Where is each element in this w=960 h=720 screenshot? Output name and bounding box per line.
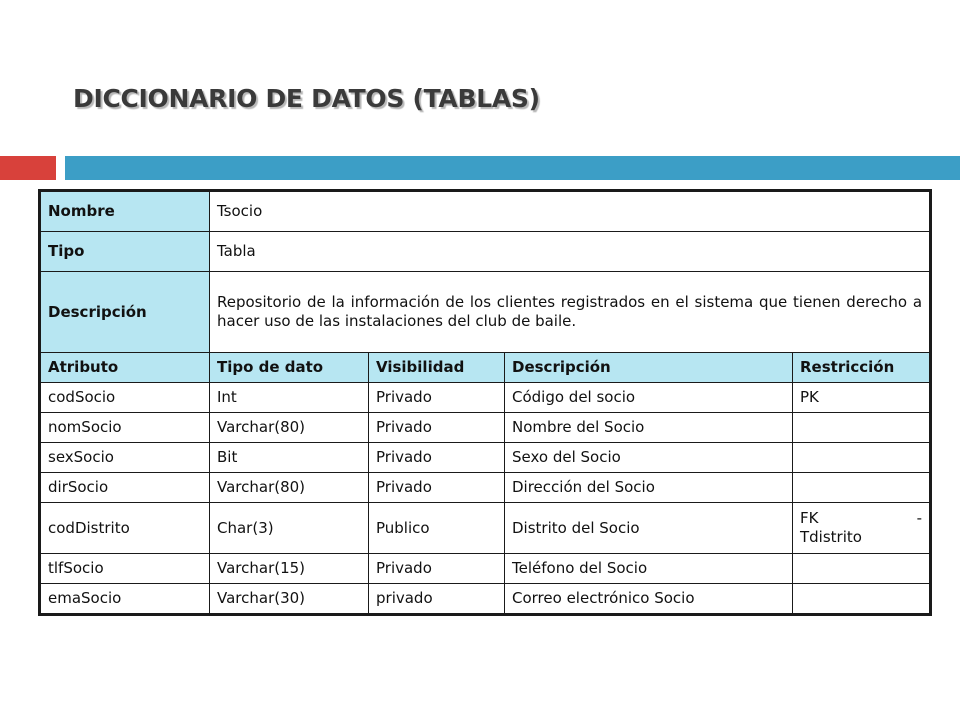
cell-tipo-dato: Varchar(30): [210, 584, 369, 615]
cell-atributo: tlfSocio: [40, 554, 210, 584]
table-name-row: [40, 191, 931, 232]
cell-tipo-dato: Varchar(80): [210, 413, 369, 443]
col-header-restriccion: Restricción: [793, 353, 931, 383]
tipo-value: Tabla: [210, 232, 931, 272]
cell-descripcion: Teléfono del Socio: [505, 554, 793, 584]
cell-visibilidad: Publico: [369, 503, 505, 554]
cell-atributo: nomSocio: [40, 413, 210, 443]
cell-descripcion: Sexo del Socio: [505, 443, 793, 473]
accent-bar-blue: [65, 156, 960, 180]
cell-descripcion: Distrito del Socio: [505, 503, 793, 554]
fk-dash: -: [916, 509, 923, 527]
cell-visibilidad: Privado: [369, 473, 505, 503]
table-row: [40, 473, 931, 503]
page-title: DICCIONARIO DE DATOS (TABLAS): [73, 84, 540, 113]
col-header-visibilidad: Visibilidad: [369, 353, 505, 383]
cell-visibilidad: Privado: [369, 443, 505, 473]
descripcion-label: Descripción: [40, 272, 210, 353]
cell-tipo-dato: Char(3): [210, 503, 369, 554]
cell-atributo: emaSocio: [40, 584, 210, 615]
cell-visibilidad: Privado: [369, 383, 505, 413]
cell-atributo: sexSocio: [40, 443, 210, 473]
tipo-label: Tipo: [40, 232, 210, 272]
cell-visibilidad: privado: [369, 584, 505, 615]
fk-line: [800, 509, 922, 528]
col-header-atributo: Atributo: [40, 353, 210, 383]
cell-restriccion: [793, 584, 931, 615]
cell-atributo: codDistrito: [40, 503, 210, 554]
cell-restriccion: [793, 503, 931, 554]
column-header-row: [40, 353, 931, 383]
cell-visibilidad: Privado: [369, 554, 505, 584]
table-row: [40, 584, 931, 615]
col-header-descripcion: Descripción: [505, 353, 793, 383]
cell-restriccion: [793, 554, 931, 584]
cell-atributo: dirSocio: [40, 473, 210, 503]
cell-tipo-dato: Varchar(80): [210, 473, 369, 503]
col-header-tipo-dato: Tipo de dato: [210, 353, 369, 383]
cell-descripcion: Dirección del Socio: [505, 473, 793, 503]
fk-prefix: FK: [800, 509, 819, 527]
table-row: [40, 443, 931, 473]
table-type-row: [40, 232, 931, 272]
nombre-label: Nombre: [40, 191, 210, 232]
data-dictionary-table: [38, 189, 932, 616]
descripcion-value: Repositorio de la información de los clientes registrados en el sistema que tienen derecho a hacer uso de las instalaciones del club de baile.: [210, 272, 931, 353]
cell-descripcion: Nombre del Socio: [505, 413, 793, 443]
cell-tipo-dato: Varchar(15): [210, 554, 369, 584]
cell-restriccion: PK: [793, 383, 931, 413]
cell-atributo: codSocio: [40, 383, 210, 413]
fk-target: Tdistrito: [800, 528, 862, 546]
table-row: [40, 554, 931, 584]
cell-descripcion: Correo electrónico Socio: [505, 584, 793, 615]
table-row: [40, 503, 931, 554]
cell-restriccion: [793, 473, 931, 503]
cell-tipo-dato: Bit: [210, 443, 369, 473]
cell-visibilidad: Privado: [369, 413, 505, 443]
accent-bar-red: [0, 156, 56, 180]
table-description-row: [40, 272, 931, 353]
cell-restriccion: [793, 413, 931, 443]
cell-descripcion: Código del socio: [505, 383, 793, 413]
table-row: [40, 383, 931, 413]
nombre-value: Tsocio: [210, 191, 931, 232]
cell-tipo-dato: Int: [210, 383, 369, 413]
cell-restriccion: [793, 443, 931, 473]
table-row: [40, 413, 931, 443]
